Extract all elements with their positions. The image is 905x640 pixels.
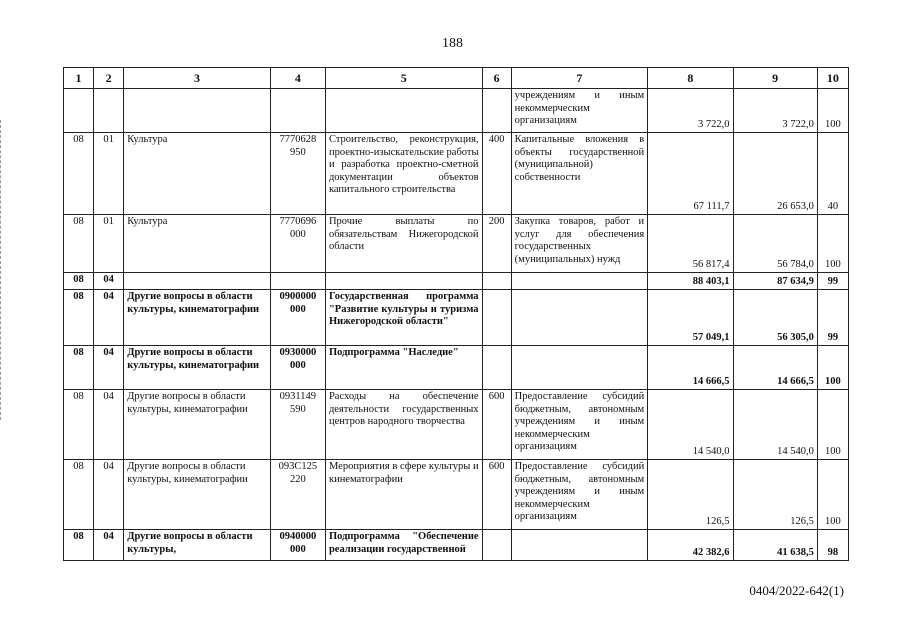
target-article-cell: 093С125 220 xyxy=(270,460,325,530)
percent-cell: 98 xyxy=(817,530,848,561)
percent-cell: 99 xyxy=(817,273,848,290)
planned-amount-cell: 14 666,5 xyxy=(648,346,733,390)
planned-amount-cell: 56 817,4 xyxy=(648,215,733,273)
subsection-code-cell xyxy=(94,89,124,133)
planned-amount-cell: 88 403,1 xyxy=(648,273,733,290)
table-row xyxy=(64,215,849,273)
expense-type-name-cell: Предоставление субсидий бюджетным, автономным учреждениям и иным некоммерческим организациям xyxy=(511,460,648,530)
article-name-cell: Государственная программа "Развитие культуры и туризма Нижегородской области" xyxy=(325,290,482,346)
article-name-cell xyxy=(325,89,482,133)
subsection-code-cell: 01 xyxy=(94,215,124,273)
expense-type-name-cell xyxy=(511,273,648,290)
expense-type-name-cell: Предоставление субсидий бюджетным, автономным учреждениям и иным некоммерческим организациям xyxy=(511,390,648,460)
table-row xyxy=(64,346,849,390)
section-name-cell: Другие вопросы в области культуры, кинематографии xyxy=(124,460,271,530)
planned-amount-cell: 14 540,0 xyxy=(648,390,733,460)
document-code: 0404/2022-642(1) xyxy=(749,583,844,598)
article-name-cell: Подпрограмма "Наследие" xyxy=(325,346,482,390)
section-code-cell: 08 xyxy=(64,346,94,390)
section-name-cell: Культура xyxy=(124,215,271,273)
header-row xyxy=(64,68,849,89)
header-cell: 1 xyxy=(64,68,94,89)
actual-amount-cell: 126,5 xyxy=(733,460,817,530)
actual-amount-cell: 26 653,0 xyxy=(733,133,817,215)
actual-amount-cell: 41 638,5 xyxy=(733,530,817,561)
subsection-code-cell: 04 xyxy=(94,290,124,346)
target-article-cell: 0930000 000 xyxy=(270,346,325,390)
header-cell: 7 xyxy=(511,68,648,89)
expense-type-name-cell: Капитальные вложения в объекты государственной (муниципальной) собственности xyxy=(511,133,648,215)
page-number: 188 xyxy=(442,36,463,51)
article-name-cell: Подпрограмма "Обеспечение реализации государственной xyxy=(325,530,482,561)
expense-type-name-cell xyxy=(511,290,648,346)
planned-amount-cell: 126,5 xyxy=(648,460,733,530)
subsection-code-cell: 01 xyxy=(94,133,124,215)
header-cell: 10 xyxy=(817,68,848,89)
actual-amount-cell: 56 784,0 xyxy=(733,215,817,273)
section-name-cell: Другие вопросы в области культуры, кинематографии xyxy=(124,390,271,460)
actual-amount-cell: 14 540,0 xyxy=(733,390,817,460)
expense-type-code-cell: 400 xyxy=(482,133,511,215)
table-row xyxy=(64,89,849,133)
target-article-cell: 0940000 000 xyxy=(270,530,325,561)
expense-type-code-cell: 600 xyxy=(482,390,511,460)
article-name-cell: Расходы на обеспечение деятельности государственных центров народного творчества xyxy=(325,390,482,460)
percent-cell: 100 xyxy=(817,390,848,460)
section-code-cell: 08 xyxy=(64,133,94,215)
expense-type-code-cell xyxy=(482,273,511,290)
percent-cell: 40 xyxy=(817,133,848,215)
section-name-cell: Другие вопросы в области культуры, кинематографии xyxy=(124,290,271,346)
subsection-code-cell: 04 xyxy=(94,530,124,561)
header-cell: 6 xyxy=(482,68,511,89)
percent-cell: 100 xyxy=(817,89,848,133)
article-name-cell: Мероприятия в сфере культуры и кинематографии xyxy=(325,460,482,530)
article-name-cell: Прочие выплаты по обязательствам Нижегородской области xyxy=(325,215,482,273)
section-name-cell: Другие вопросы в области культуры, xyxy=(124,530,271,561)
target-article-cell: 0900000 000 xyxy=(270,290,325,346)
header-cell: 2 xyxy=(94,68,124,89)
actual-amount-cell: 56 305,0 xyxy=(733,290,817,346)
section-code-cell: 08 xyxy=(64,460,94,530)
header-cell: 9 xyxy=(733,68,817,89)
table-row xyxy=(64,460,849,530)
subsection-code-cell: 04 xyxy=(94,273,124,290)
planned-amount-cell: 57 049,1 xyxy=(648,290,733,346)
expense-type-code-cell: 600 xyxy=(482,460,511,530)
subsection-code-cell: 04 xyxy=(94,390,124,460)
actual-amount-cell: 14 666,5 xyxy=(733,346,817,390)
expense-type-name-cell xyxy=(511,346,648,390)
section-code-cell xyxy=(64,89,94,133)
expense-type-name-cell: Закупка товаров, работ и услуг для обеспечения государственных (муниципальных) нужд xyxy=(511,215,648,273)
percent-cell: 100 xyxy=(817,215,848,273)
section-name-cell: Культура xyxy=(124,133,271,215)
table-row xyxy=(64,390,849,460)
expense-type-code-cell xyxy=(482,530,511,561)
target-article-cell: 0931149 590 xyxy=(270,390,325,460)
table-row xyxy=(64,290,849,346)
header-cell: 8 xyxy=(648,68,733,89)
scan-edge-marks xyxy=(0,120,4,420)
header-cell: 3 xyxy=(124,68,271,89)
section-code-cell: 08 xyxy=(64,530,94,561)
section-code-cell: 08 xyxy=(64,290,94,346)
target-article-cell xyxy=(270,273,325,290)
expense-type-code-cell xyxy=(482,290,511,346)
section-name-cell xyxy=(124,89,271,133)
article-name-cell: Строительство, реконструкция, проектно-изыскательские работы и разработка проектно-сметной документации объектов капитального строительства xyxy=(325,133,482,215)
table-row xyxy=(64,273,849,290)
expense-type-name-cell xyxy=(511,530,648,561)
planned-amount-cell: 42 382,6 xyxy=(648,530,733,561)
percent-cell: 99 xyxy=(817,290,848,346)
header-cell: 5 xyxy=(325,68,482,89)
header-cell: 4 xyxy=(270,68,325,89)
expense-type-code-cell xyxy=(482,346,511,390)
section-code-cell: 08 xyxy=(64,215,94,273)
percent-cell: 100 xyxy=(817,460,848,530)
section-code-cell: 08 xyxy=(64,273,94,290)
table-row xyxy=(64,530,849,561)
target-article-cell: 7770628 950 xyxy=(270,133,325,215)
target-article-cell: 7770696 000 xyxy=(270,215,325,273)
section-name-cell xyxy=(124,273,271,290)
subsection-code-cell: 04 xyxy=(94,460,124,530)
planned-amount-cell: 67 111,7 xyxy=(648,133,733,215)
subsection-code-cell: 04 xyxy=(94,346,124,390)
actual-amount-cell: 3 722,0 xyxy=(733,89,817,133)
target-article-cell xyxy=(270,89,325,133)
expense-type-name-cell: учреждениям и иным некоммерческим организациям xyxy=(511,89,648,133)
article-name-cell xyxy=(325,273,482,290)
planned-amount-cell: 3 722,0 xyxy=(648,89,733,133)
table-row xyxy=(64,133,849,215)
expense-type-code-cell: 200 xyxy=(482,215,511,273)
budget-table xyxy=(63,67,849,561)
percent-cell: 100 xyxy=(817,346,848,390)
section-code-cell: 08 xyxy=(64,390,94,460)
actual-amount-cell: 87 634,9 xyxy=(733,273,817,290)
section-name-cell: Другие вопросы в области культуры, кинематографии xyxy=(124,346,271,390)
expense-type-code-cell xyxy=(482,89,511,133)
